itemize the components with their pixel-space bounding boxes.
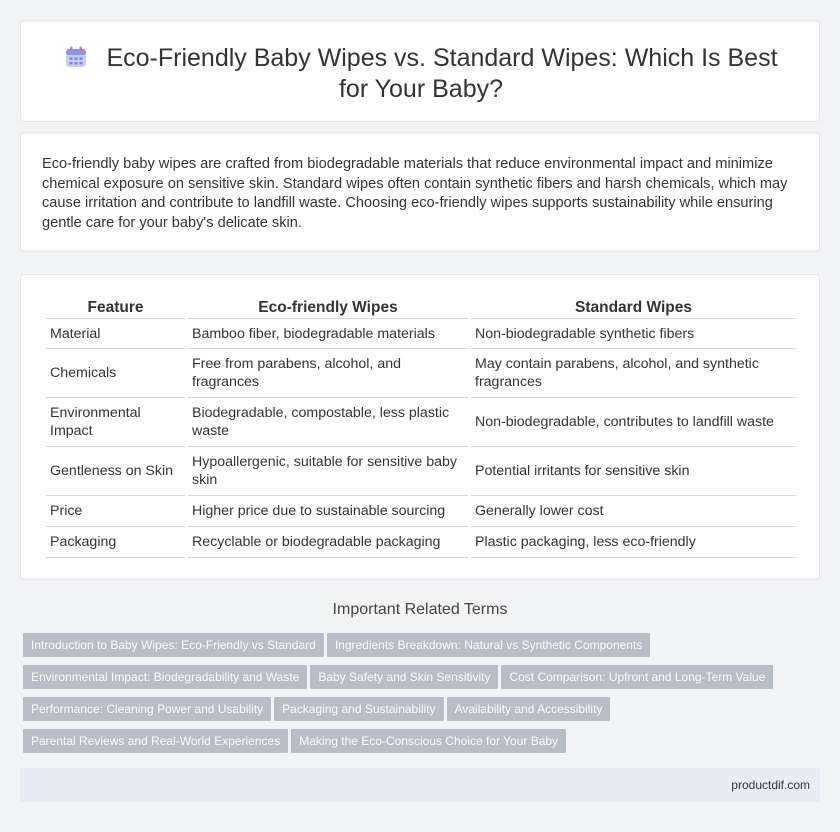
comparison-table (43, 295, 799, 558)
table-cell: Hypoallergenic, suitable for sensitive baby skin (188, 447, 468, 496)
table-cell: Price (46, 496, 185, 527)
related-term-tag[interactable]: Performance: Cleaning Power and Usability (23, 697, 271, 721)
related-term-tag[interactable]: Baby Safety and Skin Sensitivity (310, 665, 498, 689)
related-term-tag[interactable]: Cost Comparison: Upfront and Long-Term Value (501, 665, 773, 689)
column-header-standard: Standard Wipes (471, 295, 796, 319)
table-row (46, 319, 796, 349)
footer (20, 768, 820, 802)
page-title: Eco-Friendly Baby Wipes vs. Standard Wipes: Which Is Best for Your Baby? (106, 44, 778, 103)
table-cell: Gentleness on Skin (46, 447, 185, 496)
intro-paragraph: Eco-friendly baby wipes are crafted from biodegradable materials that reduce environmental impact and minimize chemical exposure on sensitive skin. Standard wipes often contain synthetic fibers and harsh chemicals, which may cause irritation and contribute to landfill waste. Choosing eco-friendly wipes supports sustainability while ensuring gentle care for your baby's delicate skin. (42, 156, 788, 231)
table-cell: Higher price due to sustainable sourcing (188, 496, 468, 527)
table-row (46, 398, 796, 447)
related-term-tag[interactable]: Availability and Accessibility (447, 697, 611, 721)
tag-row (23, 697, 823, 729)
header-card (20, 20, 820, 122)
related-term-tag[interactable]: Packaging and Sustainability (274, 697, 443, 721)
related-term-tag[interactable]: Making the Eco-Conscious Choice for Your Baby (291, 729, 566, 753)
tag-row (23, 729, 823, 761)
table-cell: Potential irritants for sensitive skin (471, 447, 796, 496)
page-title-row (21, 43, 821, 105)
table-cell: Non-biodegradable synthetic fibers (471, 319, 796, 349)
related-term-tag[interactable]: Introduction to Baby Wipes: Eco-Friendly vs Standard (23, 633, 324, 657)
table-header-row (46, 295, 796, 319)
table-cell: Generally lower cost (471, 496, 796, 527)
related-terms-tags (23, 633, 823, 761)
intro-card (20, 132, 820, 252)
column-header-feature: Feature (46, 295, 185, 319)
table-cell: Non-biodegradable, contributes to landfill waste (471, 398, 796, 447)
related-term-tag[interactable]: Environmental Impact: Biodegradability and Waste (23, 665, 307, 689)
table-row (46, 349, 796, 398)
comparison-table-card (20, 274, 820, 580)
column-header-eco: Eco-friendly Wipes (188, 295, 468, 319)
table-row (46, 447, 796, 496)
related-term-tag[interactable]: Parental Reviews and Real-World Experiences (23, 729, 288, 753)
table-cell: Environmental Impact (46, 398, 185, 447)
related-terms-title: Important Related Terms (332, 601, 508, 618)
table-cell: Packaging (46, 527, 185, 558)
table-cell: May contain parabens, alcohol, and synthetic fragrances (471, 349, 796, 398)
calendar-icon (64, 45, 88, 69)
footer-site-link[interactable]: productdif.com (731, 778, 810, 792)
table-cell: Bamboo fiber, biodegradable materials (188, 319, 468, 349)
table-cell: Biodegradable, compostable, less plastic waste (188, 398, 468, 447)
table-cell: Recyclable or biodegradable packaging (188, 527, 468, 558)
tag-row (23, 665, 823, 697)
table-cell: Chemicals (46, 349, 185, 398)
table-cell: Material (46, 319, 185, 349)
table-cell: Plastic packaging, less eco-friendly (471, 527, 796, 558)
table-row (46, 527, 796, 558)
table-cell: Free from parabens, alcohol, and fragrances (188, 349, 468, 398)
table-row (46, 496, 796, 527)
tag-row (23, 633, 823, 665)
related-term-tag[interactable]: Ingredients Breakdown: Natural vs Synthetic Components (327, 633, 651, 657)
